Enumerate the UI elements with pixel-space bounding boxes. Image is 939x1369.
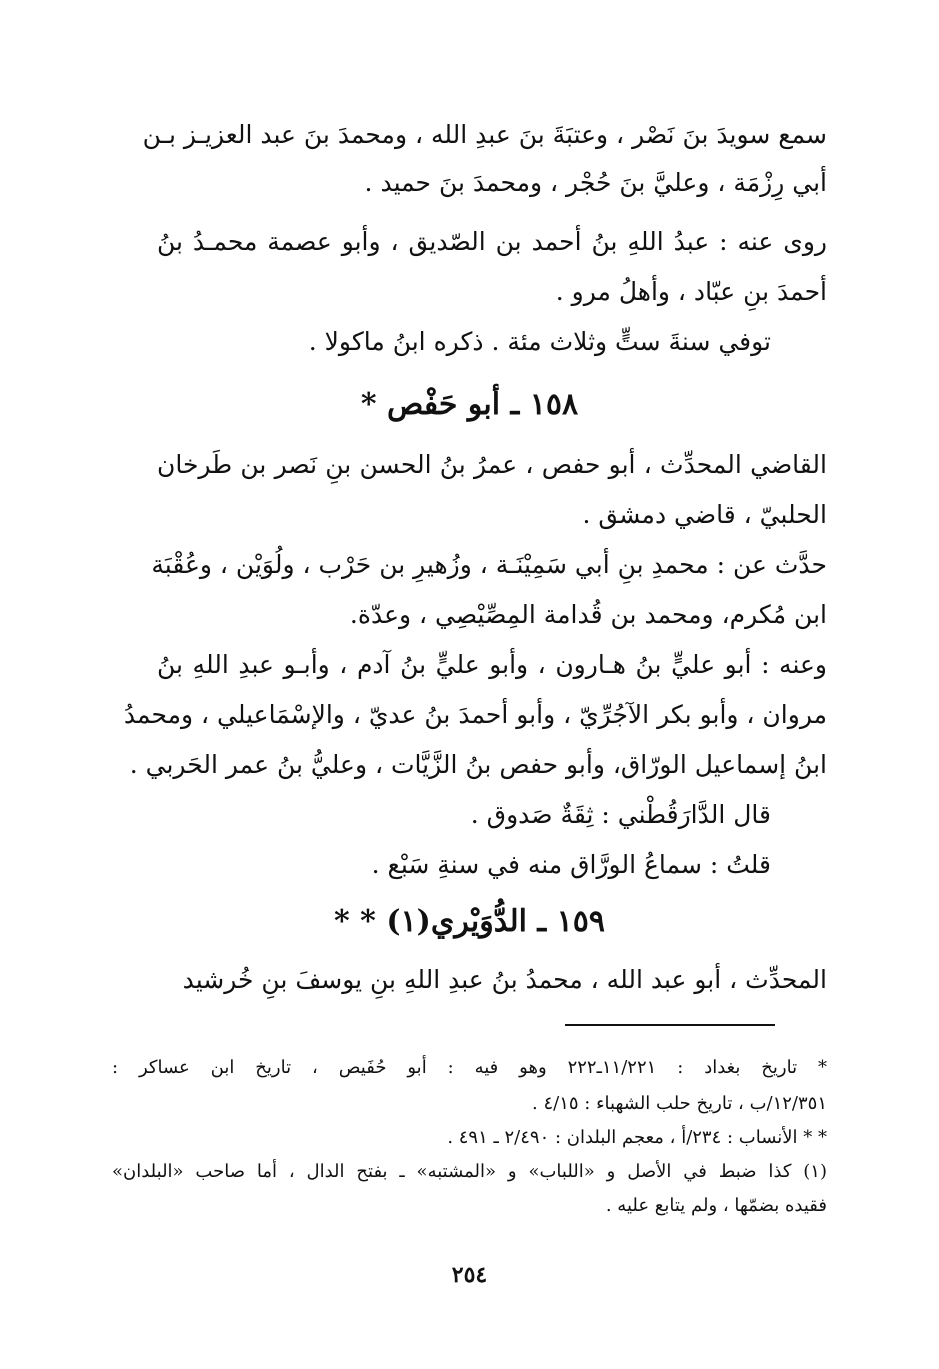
text-line: الحلبيّ ، قاضي دمشق . [582, 500, 827, 529]
text-line: قلتُ : سماعُ الورَّاق منه في سنةِ سَبْع . [371, 850, 771, 879]
footnote-line: ١٢/٣٥١/ب ، تاريخ حلب الشهباء : ٤/١٥ . [532, 1093, 827, 1114]
text-line: المحدِّث ، أبو عبد الله ، محمدُ بنُ عبدِ اللهِ بنِ يوسفَ بنِ خُرشيد [182, 965, 827, 994]
footnote-divider [565, 1024, 775, 1026]
text-line: القاضي المحدِّث ، أبو حفص ، عمرُ بنُ الحسن بنِ نَصر بن طَرخان [157, 450, 827, 479]
entry-heading-158: ١٥٨ ـ أبو حَفْص * [360, 387, 579, 422]
footnote-line: * * الأنساب : ٢٣٤/أ ، معجم البلدان : ٢/٤٩٠ ـ ٤٩١ . [447, 1127, 827, 1148]
page-number: ٢٥٤ [451, 1262, 488, 1288]
text-line: روى عنه : عبدُ اللهِ بنُ أحمد بن الصّديق ، وأبو عصمة محمـدُ بنُ [157, 227, 827, 256]
text-line: حدَّث عن : محمدِ بنِ أبي سَمِيْنَـة ، وزُهيرِ بن حَرْب ، ولُوَيْن ، وعُقْبَة [151, 550, 827, 579]
entry-heading-159: ١٥٩ ـ الدُّوَيْري(١) * * [334, 904, 605, 939]
text-line: ابن مُكرم، ومحمد بن قُدامة المِصِّيْصِي ، وعدّة. [349, 600, 827, 629]
footnote-line: (١) كذا ضبط في الأصل و «اللباب» و «المشتبه» ـ بفتح الدال ، أما صاحب «البلدان» [112, 1161, 827, 1182]
text-line: ابنُ إسماعيل الورّاق، وأبو حفص بنُ الزَّيَّات ، وعليُّ بنُ عمر الحَربي . [129, 750, 827, 779]
text-line: توفي سنةَ ستٍّ وثلاث مئة . ذكره ابنُ ماكولا . [308, 327, 771, 356]
text-line: وعنه : أبو عليٍّ بنُ هـارون ، وأبو عليٍّ بنُ آدم ، وأبـو عبدِ اللهِ بنُ [157, 650, 827, 679]
text-line: مروان ، وأبو بكر الآجُرِّيّ ، وأبو أحمدَ بنُ عديّ ، والإسْمَاعيلي ، ومحمدُ [123, 700, 827, 729]
footnote-line: * تاريخ بغداد : ١١/٢٢١ـ٢٢٢ وهو فيه : أبو حُفَيص ، تاريخ ابن عساكر : [112, 1057, 827, 1078]
text-line: أحمدَ بنِ عبّاد ، وأهلُ مرو . [555, 277, 827, 306]
text-line: سمع سويدَ بنَ نَصْر ، وعتبَةَ بنَ عبدِ الله ، ومحمدَ بنَ عبد العزيـز بـن [142, 120, 827, 149]
text-line: أبي رِزْمَة ، وعليَّ بنَ حُجْر ، ومحمدَ بنَ حميد . [364, 168, 827, 197]
footnote-line: فقيده بضمّها ، ولم يتابع عليه . [605, 1195, 827, 1216]
text-line: قال الدَّارَقُطْني : ثِقَةٌ صَدوق . [470, 800, 771, 829]
